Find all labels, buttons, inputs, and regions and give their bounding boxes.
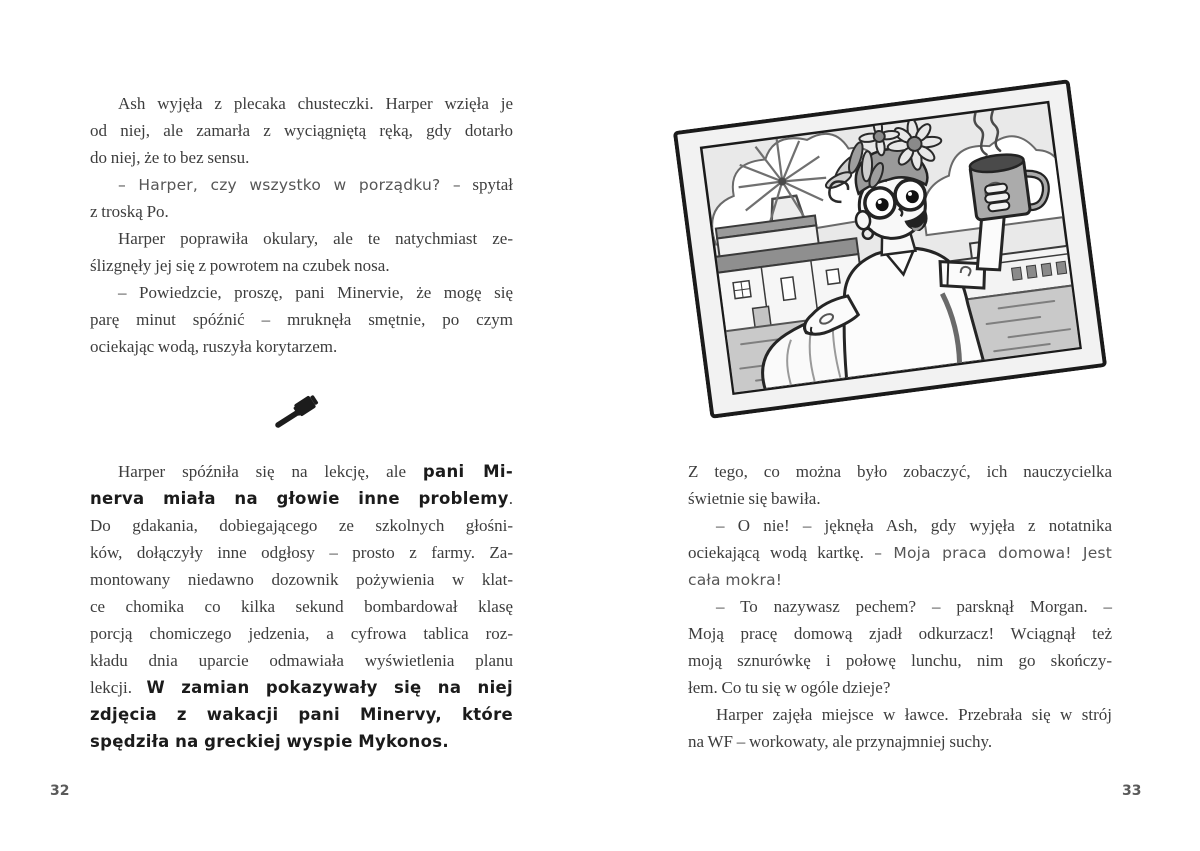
text-line [688,647,1112,674]
text-line [90,674,513,701]
text-line [688,674,1112,701]
text-line [90,252,513,279]
text-line [90,566,513,593]
page-number-left: 32 [50,783,70,799]
text-segment: lekcji. [90,678,147,697]
text-line [90,539,513,566]
text-segment: ków, dołączyły inne odgłosy – prosto z farmy. Za- [90,543,513,562]
text-segment: moją sznurówkę i połowę lunchu, nim go skończy- [688,651,1112,670]
text-segment: Moją pracę domową zjadł odkurzacz! Wciągnął też [688,624,1112,643]
text-segment: – Powiedzcie, proszę, pani Minervie, że mogę się [118,283,513,302]
text-line [688,593,1112,620]
text-segment: ce chomika co kilka sekund bombardował klasę [90,597,513,616]
text-segment: ślizgnęły jej się z powrotem na czubek nosa. [90,256,390,275]
text-line [90,485,513,512]
text-segment: Harper spóźniła się na lekcję, ale [118,462,423,481]
left-text-block-2 [90,458,513,755]
text-line [688,620,1112,647]
text-segment: pani Mi- [422,462,514,481]
text-line [90,620,513,647]
text-segment: kładu dnia uparcie odmawiała wyświetlenia planu [90,651,513,670]
text-segment: Z tego, co można było zobaczyć, ich nauczycielka [688,462,1112,481]
text-line [90,333,513,360]
text-line [90,198,513,225]
text-segment: – Moja praca domowa! Jest [874,544,1112,562]
text-line [688,512,1112,539]
text-line [688,485,1112,512]
text-segment: spędziła na greckiej wyspie Mykonos. [90,732,449,751]
text-segment: Harper zajęła miejsce w ławce. Przebrała się w strój [716,705,1112,724]
text-line [90,117,513,144]
right-text-block [688,458,1112,755]
text-line [90,171,513,198]
text-line [90,279,513,306]
scene-break-gavel-icon [270,394,322,432]
left-text-block-1 [90,90,513,360]
text-segment: spytał [460,175,514,194]
text-segment: ociekającą wodą kartkę. [688,543,875,562]
text-segment: od niej, ale zamarła z wyciągniętą ręką, gdy dotarło [90,121,513,140]
text-line [688,728,1112,755]
page-number-right: 33 [1122,783,1142,799]
text-segment: zdjęcia z wakacji pani Minervy, które [90,705,513,724]
text-line [90,225,513,252]
text-segment: do niej, że to bez sensu. [90,148,250,167]
text-segment: Do gdakania, dobiegającego ze szkolnych głośni- [90,516,513,535]
vacation-photo-illustration [673,79,1107,419]
text-segment: cała mokra! [688,571,783,589]
text-line [688,701,1112,728]
text-segment: Ash wyjęła z plecaka chusteczki. Harper wzięła je [118,94,513,113]
text-line [90,512,513,539]
hand-on-mug [984,183,1011,212]
text-line [90,593,513,620]
text-line [90,701,513,728]
text-segment: nerva miała na głowie inne problemy [90,489,509,508]
text-segment: na WF – workowaty, ale przynajmniej suchy. [688,732,993,751]
text-segment: łem. Co tu się w ogóle dzieje? [688,678,891,697]
text-segment: – To nazywasz pechem? – parsknął Morgan. – [716,597,1112,616]
text-line [688,566,1112,593]
text-segment: Harper poprawiła okulary, ale te natychmiast ze- [118,229,513,248]
text-line [688,539,1112,566]
text-segment: montowany niedawno dozownik pożywienia w klat- [90,570,513,589]
text-segment: świetnie się bawiła. [688,489,821,508]
text-line [90,144,513,171]
text-segment: z troską Po. [90,202,169,221]
text-segment: – Harper, czy wszystko w porządku? – [118,176,461,194]
text-segment: – O nie! – jęknęła Ash, gdy wyjęła z notatnika [716,516,1112,535]
text-line [688,458,1112,485]
text-segment: porcją chomiczego jedzenia, a cyfrowa tablica roz- [90,624,513,643]
text-line [90,647,513,674]
text-line [90,90,513,117]
text-line [90,306,513,333]
text-segment: ociekając wodą, ruszyła korytarzem. [90,337,338,356]
text-segment: W zamian pokazywały się na niej [146,678,514,697]
text-line [90,728,513,755]
text-segment: parę minut spóźnić – mruknęła smętnie, po czym [90,310,513,329]
text-line [90,458,513,485]
text-segment: . [508,489,513,508]
